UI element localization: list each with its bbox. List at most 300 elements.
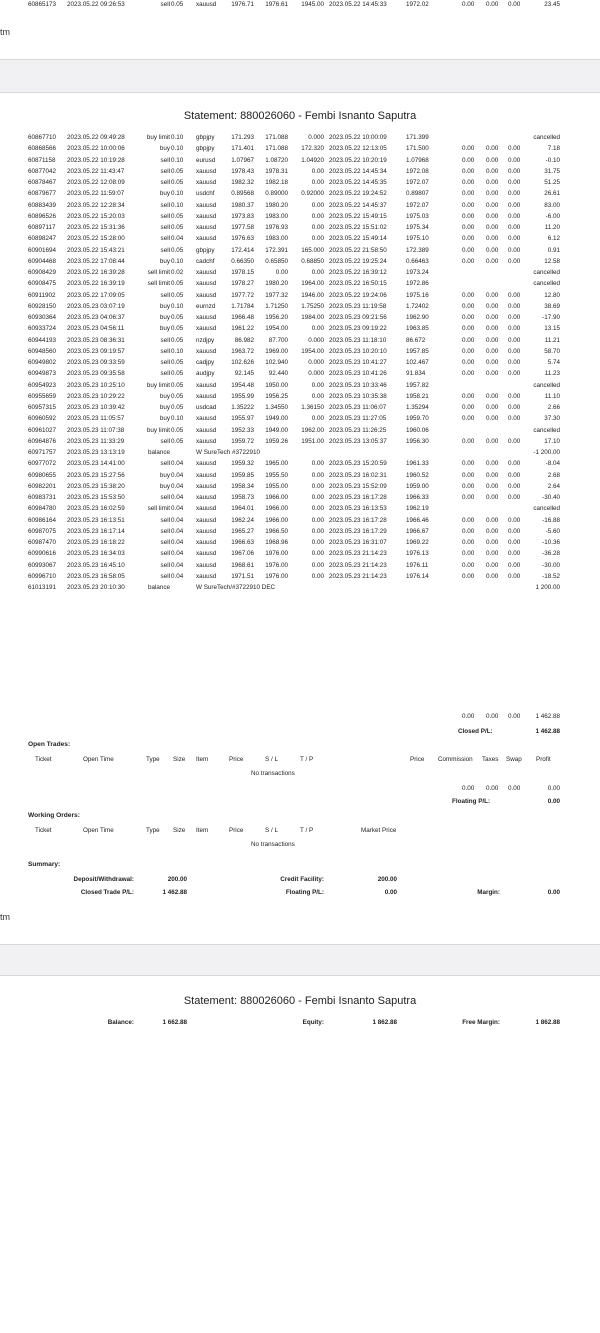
cell-price: 1966.63 bbox=[231, 539, 254, 546]
cell-close-time: 2023.05.23 16:17:28 bbox=[329, 494, 387, 501]
table-row bbox=[0, 323, 600, 334]
cell-item: eurusd bbox=[196, 156, 216, 164]
table-row bbox=[0, 560, 600, 571]
cell-open-time: 2023.05.23 16:13:51 bbox=[67, 516, 125, 524]
col-sl: S / L bbox=[265, 756, 278, 763]
cell-open-time: 2023.05.22 09:26:53 bbox=[67, 1, 125, 8]
cell-taxes: 0.00 bbox=[486, 347, 499, 355]
cell-sl: 1969.00 bbox=[265, 347, 288, 355]
deposit-label: Deposit/Withdrawal: bbox=[73, 876, 134, 883]
cell-swap: 0.00 bbox=[508, 359, 521, 366]
cell-swap: 0.00 bbox=[508, 190, 521, 198]
cell-taxes: 0.00 bbox=[486, 314, 499, 321]
cell-close-time: 2023.05.23 16:31:07 bbox=[329, 539, 387, 546]
cell-swap: 0.00 bbox=[508, 235, 521, 243]
cell-profit: -5.60 bbox=[545, 527, 560, 535]
cell-profit: 58.70 bbox=[544, 347, 560, 355]
table-row bbox=[0, 357, 600, 368]
table-row bbox=[0, 155, 600, 166]
cell-item: xauusd bbox=[196, 280, 217, 288]
table-row bbox=[0, 267, 600, 278]
cell-taxes: 0.00 bbox=[486, 370, 499, 378]
cell-price: 1976.63 bbox=[231, 235, 254, 243]
cell-size: 0.04 bbox=[171, 550, 184, 558]
cell-type: buy bbox=[159, 325, 170, 333]
cell-type: buy bbox=[159, 145, 170, 153]
cell-close-price: 1960.06 bbox=[406, 426, 429, 434]
cell-ticket: 60877042 bbox=[28, 167, 57, 175]
cell-size: 0.04 bbox=[171, 505, 184, 513]
cell-close-time: 2023.05.23 11:27:05 bbox=[329, 415, 387, 423]
cell-close-time: 2023.05.23 15:52:09 bbox=[329, 482, 387, 490]
cell-size: 0.05 bbox=[171, 325, 184, 333]
cell-open-time: 2023.05.23 16:17:14 bbox=[67, 527, 125, 535]
table-row bbox=[0, 256, 600, 267]
cell-commission: 0.00 bbox=[462, 145, 475, 153]
cell-sl: 102.940 bbox=[265, 359, 288, 366]
table-row bbox=[0, 346, 600, 357]
cell-taxes: 0.00 bbox=[486, 572, 499, 580]
cell-ticket: 60930364 bbox=[28, 314, 57, 321]
cell-tp: 0.000 bbox=[308, 370, 324, 378]
page-gap bbox=[0, 945, 600, 975]
cell-sl: 1949.00 bbox=[265, 415, 288, 423]
cell-item: xauusd bbox=[196, 224, 217, 231]
cell-open-time: 2023.05.22 15:28:00 bbox=[67, 235, 125, 243]
cell-tp: 0.00 bbox=[311, 516, 324, 524]
cell-ticket: 60983731 bbox=[28, 494, 57, 501]
cell-type: buy bbox=[159, 190, 170, 198]
cell-open-time: 2023.05.23 11:33:29 bbox=[67, 437, 125, 445]
cell-commission: 0.00 bbox=[462, 359, 475, 366]
cell-profit: cancelled bbox=[533, 280, 560, 288]
cell-open-time: 2023.05.22 11:59:07 bbox=[67, 190, 125, 198]
cell-close-price: 1972.86 bbox=[406, 280, 429, 288]
cell-ticket: 60987075 bbox=[28, 527, 57, 535]
cell-type: sell bbox=[160, 179, 170, 186]
cell-price: 1965.27 bbox=[231, 527, 254, 535]
cell-sl: 171.088 bbox=[265, 145, 288, 153]
cell-swap: 0.00 bbox=[508, 291, 521, 299]
cell-tp: 0.00 bbox=[311, 471, 324, 479]
table-row bbox=[0, 301, 600, 312]
cell-ticket: 60883439 bbox=[28, 201, 57, 209]
cell-tp: 1946.00 bbox=[301, 291, 324, 299]
table-row bbox=[0, 447, 600, 458]
cell-tp: 0.00 bbox=[311, 201, 324, 209]
cell-size: 0.04 bbox=[171, 494, 184, 501]
cell-close-time: 2023.05.23 10:41:27 bbox=[329, 359, 387, 366]
cell-type: sell bbox=[160, 527, 170, 535]
cell-price: 1952.33 bbox=[231, 426, 254, 434]
cell-profit: cancelled bbox=[533, 381, 560, 389]
cell-open-time: 2023.05.23 15:38:20 bbox=[67, 482, 125, 490]
cell-type: sell bbox=[160, 550, 170, 558]
cell-sl: 1978.31 bbox=[265, 167, 288, 175]
cell-close-price: 1972.07 bbox=[406, 179, 429, 186]
col-price2: Price bbox=[410, 756, 425, 763]
cell-price: 1959.32 bbox=[231, 460, 254, 468]
cell-close-price: 1972.02 bbox=[406, 1, 429, 8]
balance-label: Balance: bbox=[107, 1019, 134, 1026]
cell-item: xauusd bbox=[196, 437, 217, 445]
cell-taxes: 0.00 bbox=[486, 561, 499, 569]
cell-price: 1958.73 bbox=[231, 494, 254, 501]
col-type: Type bbox=[146, 827, 160, 834]
cell-profit: 12.80 bbox=[544, 291, 560, 299]
cell-item: xauusd bbox=[196, 505, 217, 513]
cell-price: 1977.72 bbox=[231, 291, 254, 299]
cell-item: cadjpy bbox=[196, 359, 215, 366]
cell-ticket: 60928150 bbox=[28, 302, 57, 310]
cell-item: xauusd bbox=[196, 460, 217, 468]
cell-price: 1973.83 bbox=[231, 212, 254, 220]
cell-size: 0.05 bbox=[171, 1, 184, 8]
cell-tp: 0.00 bbox=[311, 392, 324, 400]
cell-swap: 0.00 bbox=[508, 550, 521, 558]
cell-tp: 1984.00 bbox=[301, 314, 324, 321]
floating-pl-label: Floating P/L: bbox=[452, 798, 491, 805]
cell-type: sell bbox=[160, 201, 170, 209]
table-row bbox=[0, 200, 600, 211]
cell-close-time: 2023.05.22 14:45:35 bbox=[329, 179, 387, 186]
col-commission: Commission bbox=[438, 756, 473, 763]
cell-sl: 171.088 bbox=[265, 134, 288, 141]
cell-taxes: 0.00 bbox=[486, 246, 499, 254]
cell-size: 0.04 bbox=[171, 516, 184, 524]
cell-ticket: 60901694 bbox=[28, 246, 57, 254]
table-row bbox=[0, 312, 600, 323]
cell-taxes: 0.00 bbox=[486, 257, 499, 265]
table-row bbox=[0, 0, 600, 10]
cell-commission: 0.00 bbox=[462, 224, 475, 231]
cell-open-time: 2023.05.23 10:39:42 bbox=[67, 404, 125, 411]
table-row bbox=[0, 211, 600, 222]
cell-swap: 0.00 bbox=[508, 527, 521, 535]
cell-close-price: 102.467 bbox=[406, 359, 429, 366]
cell-profit: 17.10 bbox=[544, 437, 560, 445]
cell-tp: 0.00 bbox=[311, 494, 324, 501]
cell-size: 0.05 bbox=[171, 404, 184, 411]
cell-type: balance bbox=[147, 449, 170, 456]
cell-close-time: 2023.05.22 14:45:33 bbox=[329, 1, 387, 8]
cell-price: 1962.24 bbox=[231, 516, 254, 524]
cell-profit: cancelled bbox=[533, 505, 560, 513]
cell-swap: 0.00 bbox=[508, 302, 521, 310]
open-taxes-total: 0.00 bbox=[486, 785, 499, 792]
statement-title: Statement: 880026060 - Fembi Isnanto Saputra bbox=[183, 995, 417, 1007]
closed-trade-value: 1 462.88 bbox=[162, 889, 187, 896]
cell-close-price: 1957.82 bbox=[406, 381, 429, 389]
cell-size: 0.05 bbox=[171, 314, 184, 321]
cell-ticket: 60993067 bbox=[28, 561, 57, 569]
cell-commission: 0.00 bbox=[462, 550, 475, 558]
cell-commission: 0.00 bbox=[462, 212, 475, 220]
cell-close-time: 2023.05.22 21:58:50 bbox=[329, 246, 387, 254]
cell-sl: 1982.18 bbox=[265, 179, 288, 186]
cell-size: 0.05 bbox=[171, 359, 184, 366]
cell-size: 0.05 bbox=[171, 224, 184, 231]
cell-ticket: 60980655 bbox=[28, 471, 57, 479]
cell-profit: 0.91 bbox=[547, 246, 560, 254]
cell-close-price: 1969.22 bbox=[406, 539, 429, 546]
cell-ticket: 60955659 bbox=[28, 392, 57, 400]
cell-item: xauusd bbox=[196, 426, 217, 434]
cell-open-time: 2023.05.23 16:45:10 bbox=[67, 561, 125, 569]
cell-item: xauusd bbox=[196, 561, 217, 569]
cell-close-time: 2023.05.23 16:13:53 bbox=[329, 505, 387, 513]
cell-price: 1958.34 bbox=[231, 482, 254, 490]
col-tp: T / P bbox=[300, 827, 314, 834]
table-row bbox=[0, 470, 600, 481]
cell-price: 1967.06 bbox=[231, 550, 254, 558]
cell-sl: 1983.00 bbox=[265, 235, 288, 243]
cell-type: sell limit bbox=[147, 280, 170, 288]
cell-swap: 0.00 bbox=[508, 392, 521, 400]
cell-commission: 0.00 bbox=[462, 291, 475, 299]
cell-open-time: 2023.05.23 13:13:19 bbox=[67, 449, 125, 456]
cell-size: 0.05 bbox=[171, 426, 184, 434]
cell-close-price: 1962.19 bbox=[406, 505, 429, 513]
cell-sl: 1976.61 bbox=[265, 1, 288, 8]
closed-pl-label: Closed P/L: bbox=[458, 728, 493, 735]
cell-commission: 0.00 bbox=[462, 471, 475, 479]
cell-type: balance bbox=[147, 584, 170, 591]
table-row bbox=[0, 278, 600, 289]
col-price: Price bbox=[229, 827, 244, 834]
cell-swap: 0.00 bbox=[508, 224, 521, 231]
table-row bbox=[0, 245, 600, 256]
cell-price: 92.145 bbox=[234, 370, 254, 378]
cell-close-time: 2023.05.23 10:33:46 bbox=[329, 381, 387, 389]
cell-ticket: 60986164 bbox=[28, 516, 57, 524]
cell-profit: 23.45 bbox=[544, 1, 560, 8]
cell-commission: 0.00 bbox=[462, 539, 475, 546]
cell-type: sell bbox=[160, 370, 170, 378]
cell-swap: 0.00 bbox=[508, 1, 521, 8]
cell-taxes: 0.00 bbox=[486, 359, 499, 366]
table-row bbox=[0, 481, 600, 492]
cell-commission: 0.00 bbox=[462, 325, 475, 333]
cell-size: 0.05 bbox=[171, 370, 184, 378]
cell-close-time: 2023.05.22 15:51:02 bbox=[329, 224, 387, 231]
cell-close-time: 2023.05.22 19:25:24 bbox=[329, 257, 387, 265]
table-row bbox=[0, 368, 600, 379]
cell-price: 1978.15 bbox=[231, 269, 254, 276]
cell-taxes: 0.00 bbox=[486, 302, 499, 310]
cell-swap: 0.00 bbox=[508, 404, 521, 411]
cell-sl: 1.71250 bbox=[265, 302, 288, 310]
cell-close-time: 2023.05.23 16:17:29 bbox=[329, 527, 387, 535]
cell-close-time: 2023.05.23 16:02:31 bbox=[329, 471, 387, 479]
cell-profit: 7.18 bbox=[547, 145, 560, 153]
cell-open-time: 2023.05.23 15:53:50 bbox=[67, 494, 125, 501]
cell-taxes: 0.00 bbox=[486, 516, 499, 524]
cell-open-time: 2023.05.22 15:20:03 bbox=[67, 212, 125, 220]
cell-profit: 11.23 bbox=[544, 370, 560, 378]
cell-ticket: 60961027 bbox=[28, 426, 57, 434]
cell-close-price: 1961.33 bbox=[406, 460, 429, 468]
cell-item: xauusd bbox=[196, 314, 217, 321]
cell-item: xauusd bbox=[196, 527, 217, 535]
cell-close-time: 2023.05.23 09:19:22 bbox=[329, 325, 387, 333]
cell-taxes: 0.00 bbox=[486, 404, 499, 411]
cell-ticket: 61013191 bbox=[28, 584, 57, 591]
page-divider bbox=[0, 92, 600, 93]
cell-sl: 1955.50 bbox=[265, 471, 288, 479]
cell-sl: 1966.00 bbox=[265, 505, 288, 513]
cell-profit: -6.00 bbox=[545, 212, 560, 220]
col-item: Item bbox=[196, 756, 209, 763]
cell-tp: 0.00 bbox=[311, 212, 324, 220]
cell-type: sell limit bbox=[147, 505, 170, 513]
col-open-time: Open Time bbox=[83, 827, 114, 834]
cell-swap: 0.00 bbox=[508, 437, 521, 445]
cell-swap: 0.00 bbox=[508, 482, 521, 490]
cell-item: nzdjpy bbox=[196, 336, 215, 344]
cell-swap: 0.00 bbox=[508, 212, 521, 220]
cell-taxes: 0.00 bbox=[486, 550, 499, 558]
cell-ticket: 60984780 bbox=[28, 505, 57, 513]
cell-size: 0.05 bbox=[171, 381, 184, 389]
cell-ticket: 60871158 bbox=[28, 156, 56, 164]
cell-profit: -8.04 bbox=[545, 460, 560, 468]
cell-commission: 0.00 bbox=[462, 561, 475, 569]
cell-open-time: 2023.05.23 16:34:03 bbox=[67, 550, 125, 558]
cell-size: 0.10 bbox=[171, 347, 184, 355]
cell-ticket: 60954923 bbox=[28, 381, 57, 389]
cell-type: buy bbox=[159, 257, 170, 265]
page-footer-mark: tm bbox=[0, 27, 10, 37]
cell-close-time: 2023.05.23 11:18:10 bbox=[329, 336, 387, 344]
cell-profit: cancelled bbox=[533, 269, 560, 276]
cell-close-time: 2023.05.22 19:24:06 bbox=[329, 291, 387, 299]
cell-profit: 2.64 bbox=[547, 482, 560, 490]
cell-price: 1959.85 bbox=[231, 471, 254, 479]
cell-sl: 1959.26 bbox=[265, 437, 288, 445]
cell-sl: 1956.25 bbox=[265, 392, 288, 400]
cell-open-time: 2023.05.23 04:56:11 bbox=[67, 325, 125, 333]
cell-taxes: 0.00 bbox=[486, 482, 499, 490]
cell-item: xauusd bbox=[196, 212, 217, 220]
total-swap: 0.00 bbox=[508, 713, 521, 720]
cell-close-price: 0.89807 bbox=[406, 190, 429, 198]
cell-ticket: 60897117 bbox=[28, 224, 56, 231]
cell-sl: 1980.20 bbox=[265, 280, 288, 288]
cell-type: buy limit bbox=[146, 381, 170, 389]
cell-close-price: 86.672 bbox=[406, 336, 426, 344]
cell-close-price: 1976.11 bbox=[406, 561, 429, 569]
table-row bbox=[0, 537, 600, 548]
cell-open-time: 2023.05.23 10:25:10 bbox=[67, 381, 125, 389]
cell-swap: 0.00 bbox=[508, 347, 521, 355]
cell-type: sell bbox=[160, 572, 170, 580]
cell-profit: 1 200.00 bbox=[535, 584, 560, 591]
cell-price: 1961.22 bbox=[231, 325, 254, 333]
cell-profit: 11.20 bbox=[544, 224, 560, 231]
summary-floating-label: Floating P/L: bbox=[285, 889, 324, 896]
cell-ticket: 60944193 bbox=[28, 336, 57, 344]
cell-swap: 0.00 bbox=[508, 460, 521, 468]
cell-size: 0.10 bbox=[171, 415, 184, 423]
cell-item: xauusd bbox=[196, 550, 217, 558]
cell-close-price: 1975.10 bbox=[406, 235, 429, 243]
cell-close-time: 2023.05.22 15:49:14 bbox=[329, 235, 387, 243]
cell-sl: 1955.00 bbox=[265, 482, 288, 490]
cell-taxes: 0.00 bbox=[486, 179, 499, 186]
cell-open-time: 2023.05.23 15:27:56 bbox=[67, 471, 125, 479]
cell-close-price: 1976.14 bbox=[406, 572, 429, 580]
cell-commission: 0.00 bbox=[462, 516, 475, 524]
table-row bbox=[0, 177, 600, 188]
cell-swap: 0.00 bbox=[508, 246, 521, 254]
cell-item: xauusd bbox=[196, 325, 217, 333]
cell-commission: 0.00 bbox=[462, 190, 475, 198]
cell-sl: 1950.00 bbox=[265, 381, 288, 389]
cell-taxes: 0.00 bbox=[486, 471, 499, 479]
cell-price: 171.293 bbox=[231, 134, 254, 141]
cell-type: sell bbox=[160, 494, 170, 501]
cell-ticket: 60867710 bbox=[28, 134, 57, 141]
col-market-price: Market Price bbox=[361, 827, 397, 834]
cell-ticket: 60865173 bbox=[28, 1, 57, 8]
cell-close-price: 1966.33 bbox=[406, 494, 429, 501]
table-row bbox=[0, 413, 600, 424]
table-row bbox=[0, 132, 600, 143]
table-row bbox=[0, 391, 600, 402]
cell-tp: 0.00 bbox=[311, 381, 324, 389]
cell-open-time: 2023.05.23 09:35:58 bbox=[67, 370, 125, 378]
cell-close-price: 1.07968 bbox=[406, 156, 429, 164]
cell-tp: 1964.00 bbox=[301, 280, 324, 288]
cell-close-time: 2023.05.22 12:13:05 bbox=[329, 145, 387, 153]
cell-tp: 0.00 bbox=[311, 539, 324, 546]
cell-tp: 1.04920 bbox=[301, 156, 324, 164]
summary-title: Summary: bbox=[28, 861, 61, 868]
cell-price: 1978.27 bbox=[231, 280, 254, 288]
cell-sl: 1966.00 bbox=[265, 494, 288, 501]
cell-price: 1964.01 bbox=[231, 505, 254, 513]
cell-profit: 13.15 bbox=[544, 325, 560, 333]
closed-pl-value: 1 462.88 bbox=[535, 728, 560, 735]
cell-item: gbpjpy bbox=[196, 246, 215, 254]
cell-profit: -30.00 bbox=[542, 561, 560, 569]
cell-price: 0.66350 bbox=[231, 257, 254, 265]
cell-tp: 0.000 bbox=[308, 134, 324, 141]
cell-item: xauusd bbox=[196, 415, 217, 423]
cell-open-time: 2023.05.22 12:28:34 bbox=[67, 201, 125, 209]
table-row bbox=[0, 233, 600, 244]
cell-taxes: 0.00 bbox=[486, 539, 499, 546]
cell-item: xauusd bbox=[196, 381, 217, 389]
open-commission-total: 0.00 bbox=[462, 785, 475, 792]
cell-price: 1976.71 bbox=[231, 1, 254, 8]
cell-close-price: 1966.67 bbox=[406, 527, 429, 535]
cell-size: 0.05 bbox=[171, 212, 184, 220]
cell-type: sell bbox=[160, 212, 170, 220]
cell-close-time: 2023.05.22 14:45:34 bbox=[329, 167, 387, 175]
no-open-trades: No transactions bbox=[251, 770, 295, 777]
cell-open-time: 2023.05.22 16:39:28 bbox=[67, 269, 125, 276]
cell-price: 1955.97 bbox=[231, 415, 254, 423]
page-gap bbox=[0, 60, 600, 92]
cell-price: 1971.51 bbox=[231, 572, 254, 580]
cell-ticket: 60982201 bbox=[28, 482, 57, 490]
free-margin-label: Free Margin: bbox=[462, 1019, 500, 1026]
cell-taxes: 0.00 bbox=[486, 460, 499, 468]
cell-size: 0.04 bbox=[171, 460, 184, 468]
cell-size: 0.05 bbox=[171, 437, 184, 445]
